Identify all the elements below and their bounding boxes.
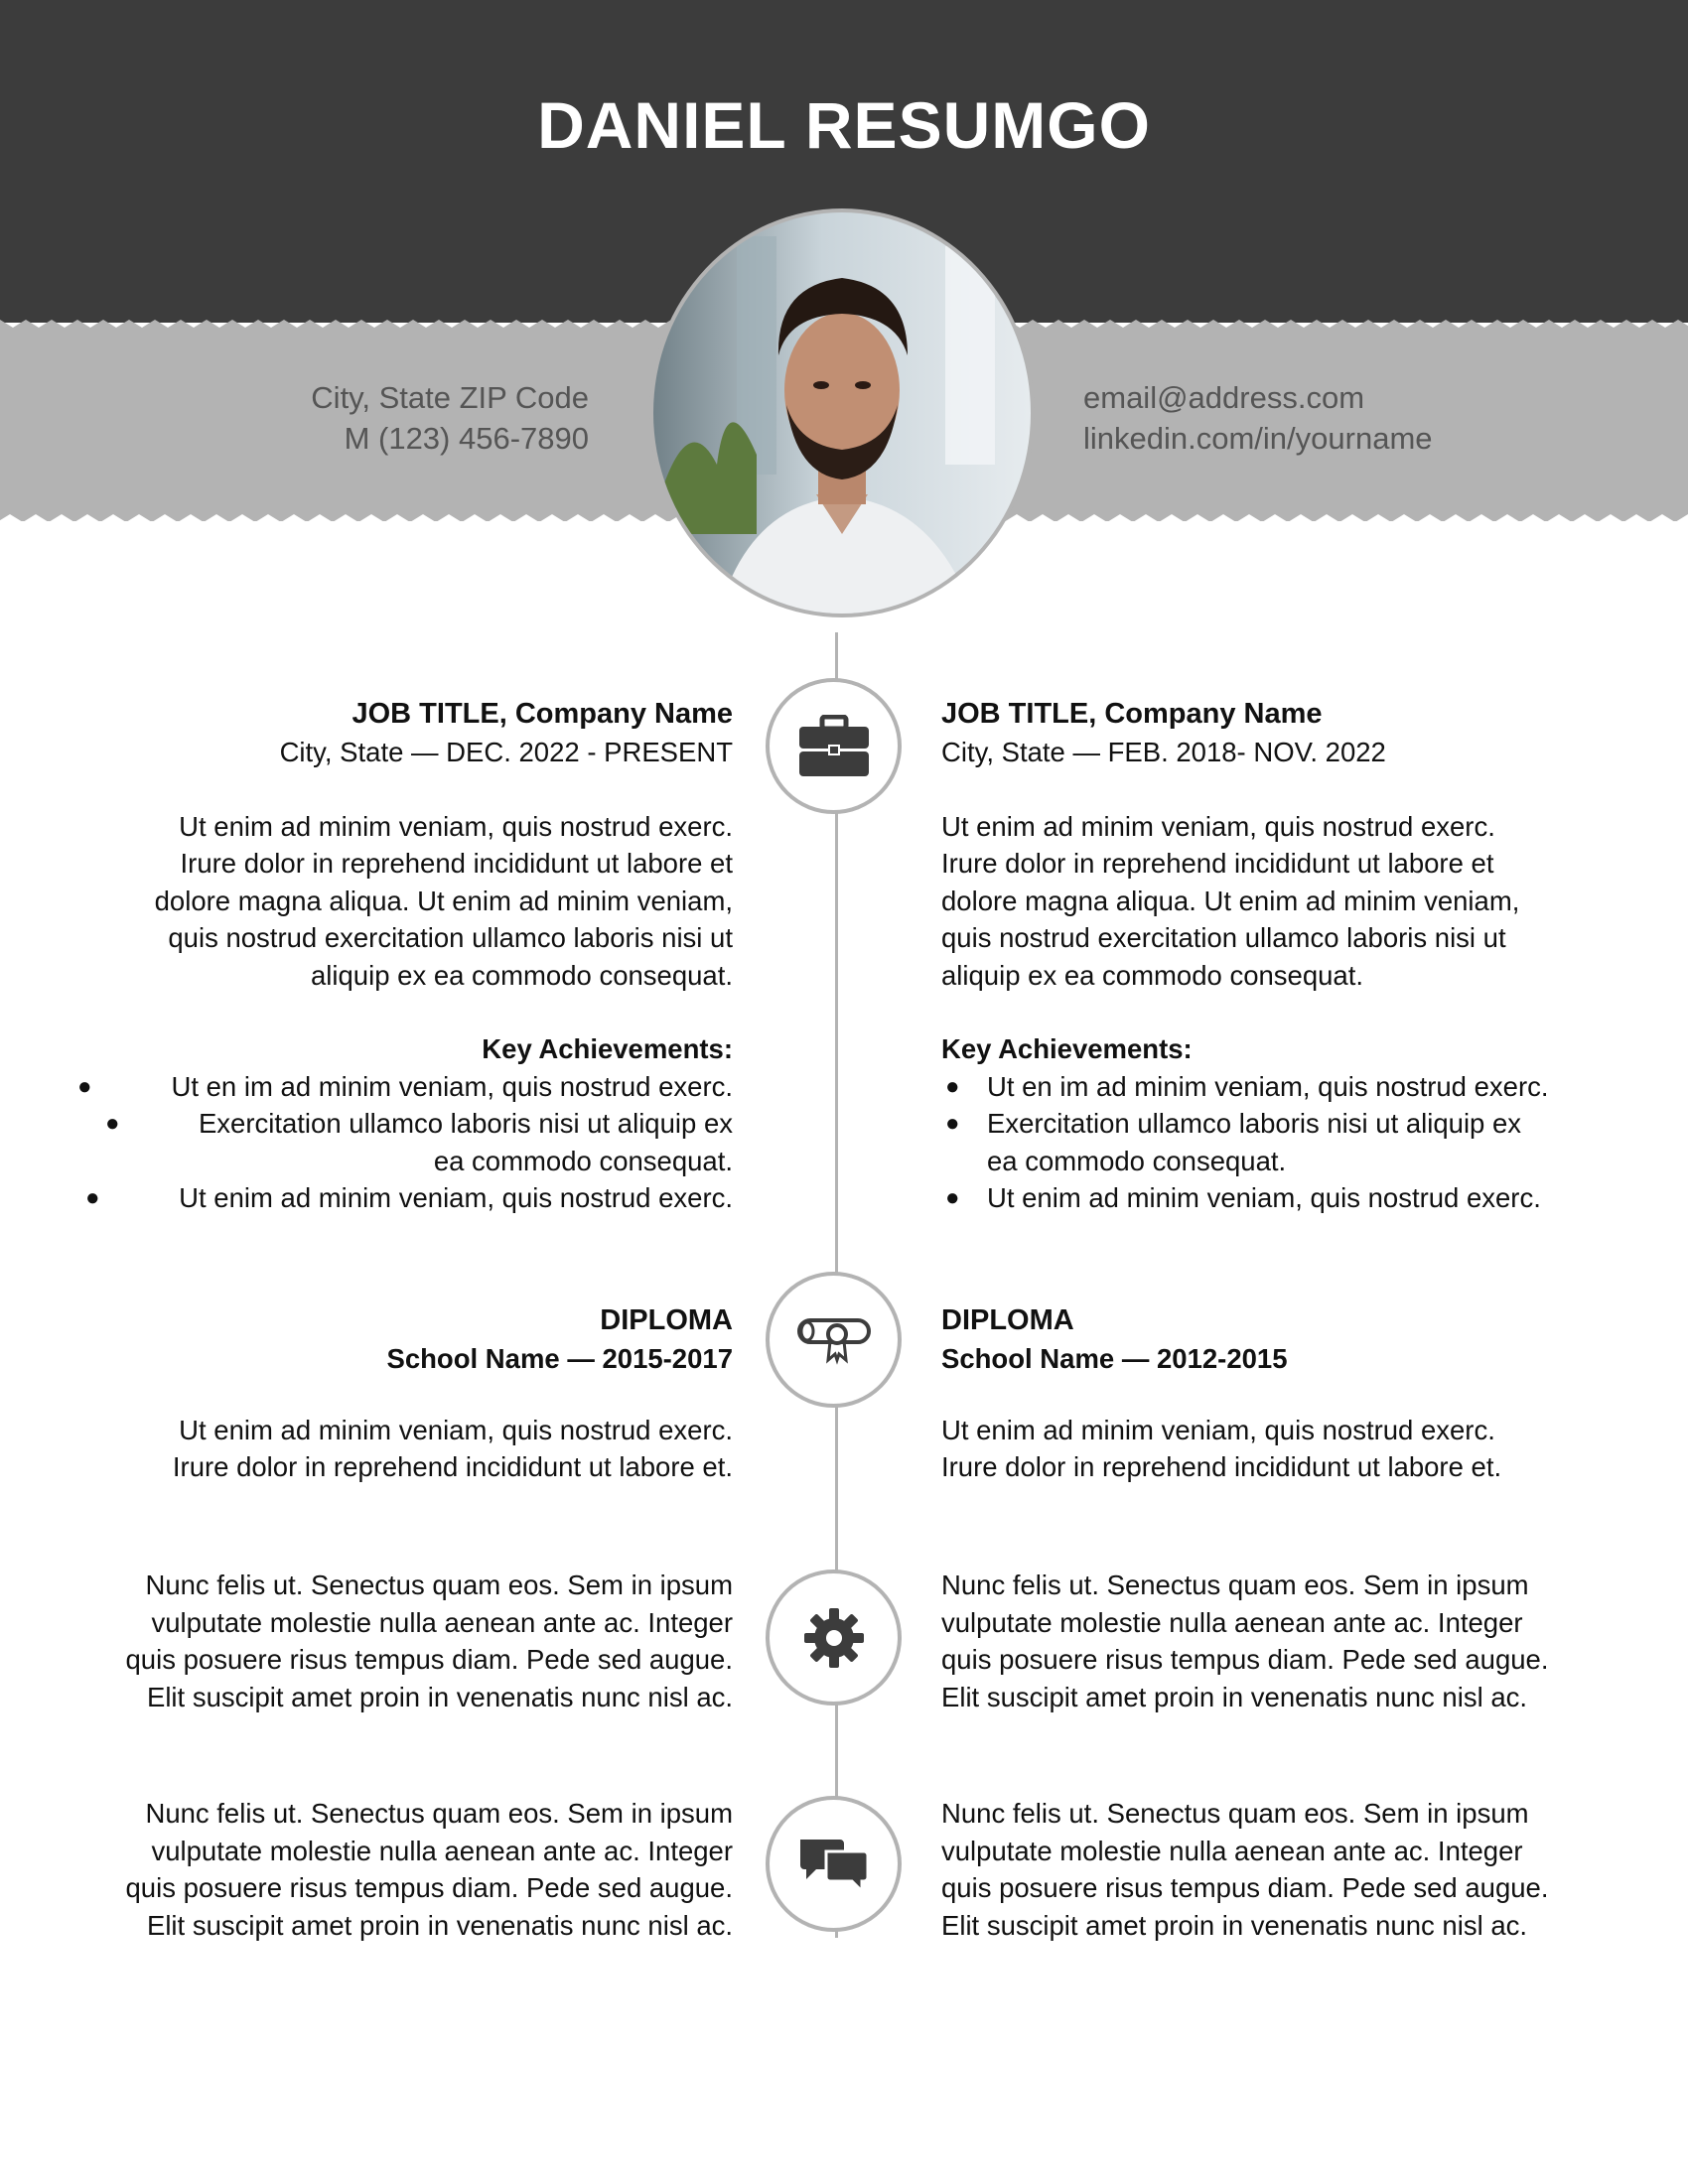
paragraph-line: Elit suscipit amet proin in venenatis nunc nisl ac. [146, 1681, 733, 1712]
experience-left [77, 695, 733, 1217]
languages-node [766, 1796, 902, 1932]
paragraph-line: Nunc felis ut. Senectus quam eos. Sem in ipsum [941, 1798, 1529, 1829]
job-description: Ut enim ad minim veniam, quis nostrud exerc. Irure dolor in reprehend incididunt ut labore et dolore magna aliqua. Ut enim ad minim veniam, quis nostrud exercitation ullamco laboris nisi ut aliquip ex ea commodo consequat. [154, 810, 733, 991]
achievements-heading: Key Achievements: [941, 1033, 1193, 1064]
education-line: Ut enim ad minim veniam, quis nostrud exerc. [941, 1414, 1495, 1445]
education-line: Ut enim ad minim veniam, quis nostrud exerc. [179, 1414, 733, 1445]
briefcase-icon [797, 715, 871, 778]
list-item: ● Ut en im ad minim veniam, quis nostrud exerc. [945, 1070, 1549, 1102]
linkedin-text: linkedin.com/in/yourname [1083, 421, 1433, 456]
job-description: Ut enim ad minim veniam, quis nostrud exerc. Irure dolor in reprehend incididunt ut labore et dolore magna aliqua. Ut enim ad minim veniam, quis nostrud exercitation ullamco laboris nisi ut aliquip ex ea commodo consequat. [941, 810, 1520, 991]
education-node [766, 1272, 902, 1408]
paragraph-line: vulputate molestie nulla aenean ante ac. Integer [941, 1606, 1523, 1638]
contact-left [311, 377, 589, 459]
paragraph-line: Elit suscipit amet proin in venenatis nunc nisl ac. [941, 1681, 1528, 1712]
skills-right [941, 1567, 1597, 1715]
paragraph-line: Elit suscipit amet proin in venenatis nunc nisl ac. [146, 1909, 733, 1941]
list-item: ● Ut enim ad minim veniam, quis nostrud exerc. [945, 1182, 1541, 1213]
experience-right [941, 695, 1597, 1217]
paragraph-line: Elit suscipit amet proin in venenatis nunc nisl ac. [941, 1909, 1528, 1941]
list-item: ● Ut enim ad minim veniam, quis nostrud exerc. [85, 1182, 733, 1213]
skills-left [77, 1567, 733, 1715]
education-right [941, 1301, 1597, 1486]
languages-left [77, 1795, 733, 1944]
paragraph-line: vulputate molestie nulla aenean ante ac. Integer [941, 1835, 1523, 1866]
list-item: ● Exercitation ullamco laboris nisi ut aliquip ex ea commodo consequat. [105, 1108, 733, 1176]
paragraph-line: vulputate molestie nulla aenean ante ac. Integer [151, 1835, 733, 1866]
diploma-icon [795, 1314, 873, 1366]
paragraph-line: Nunc felis ut. Senectus quam eos. Sem in ipsum [145, 1570, 733, 1600]
contact-right [1083, 377, 1433, 459]
achievements-list [941, 1068, 1597, 1217]
phone-text: M (123) 456-7890 [344, 421, 589, 456]
paragraph-line: quis posuere risus tempus diam. Pede sed augue. [941, 1872, 1549, 1903]
list-item: ● Exercitation ullamco laboris nisi ut aliquip ex ea commodo consequat. [945, 1108, 1522, 1176]
address-text: City, State ZIP Code [311, 380, 589, 415]
gear-icon [802, 1606, 866, 1670]
job-title: JOB TITLE, Company Name [941, 698, 1323, 730]
paragraph-line: quis posuere risus tempus diam. Pede sed augue. [941, 1644, 1549, 1675]
paragraph-line: Nunc felis ut. Senectus quam eos. Sem in ipsum [941, 1570, 1529, 1600]
languages-right [941, 1795, 1597, 1944]
candidate-name: DANIEL RESUMGO [537, 88, 1151, 162]
list-item: ● Ut en im ad minim veniam, quis nostrud exerc. [77, 1070, 733, 1102]
paragraph-line: quis posuere risus tempus diam. Pede sed augue. [125, 1872, 733, 1903]
education-left [77, 1301, 733, 1486]
school-dates: School Name — 2015-2017 [386, 1343, 733, 1374]
achievements-list [77, 1068, 733, 1217]
profile-photo [647, 206, 1037, 619]
paragraph-line: vulputate molestie nulla aenean ante ac. Integer [151, 1606, 733, 1638]
skills-node [766, 1570, 902, 1706]
education-line: Irure dolor in reprehend incididunt ut labore et. [941, 1451, 1502, 1482]
chat-bubbles-icon [796, 1836, 872, 1893]
job-location-dates: City, State — FEB. 2018- NOV. 2022 [941, 737, 1386, 767]
paragraph-line: Nunc felis ut. Senectus quam eos. Sem in ipsum [145, 1798, 733, 1829]
degree-title: DIPLOMA [600, 1304, 733, 1336]
achievements-heading: Key Achievements: [482, 1033, 733, 1064]
education-line: Irure dolor in reprehend incididunt ut labore et. [172, 1451, 733, 1482]
email-text: email@address.com [1083, 380, 1365, 415]
paragraph-line: quis posuere risus tempus diam. Pede sed augue. [125, 1644, 733, 1675]
degree-title: DIPLOMA [941, 1304, 1074, 1336]
school-dates: School Name — 2012-2015 [941, 1343, 1288, 1374]
job-title: JOB TITLE, Company Name [352, 698, 733, 730]
experience-node [766, 678, 902, 814]
job-location-dates: City, State — DEC. 2022 - PRESENT [279, 737, 733, 767]
